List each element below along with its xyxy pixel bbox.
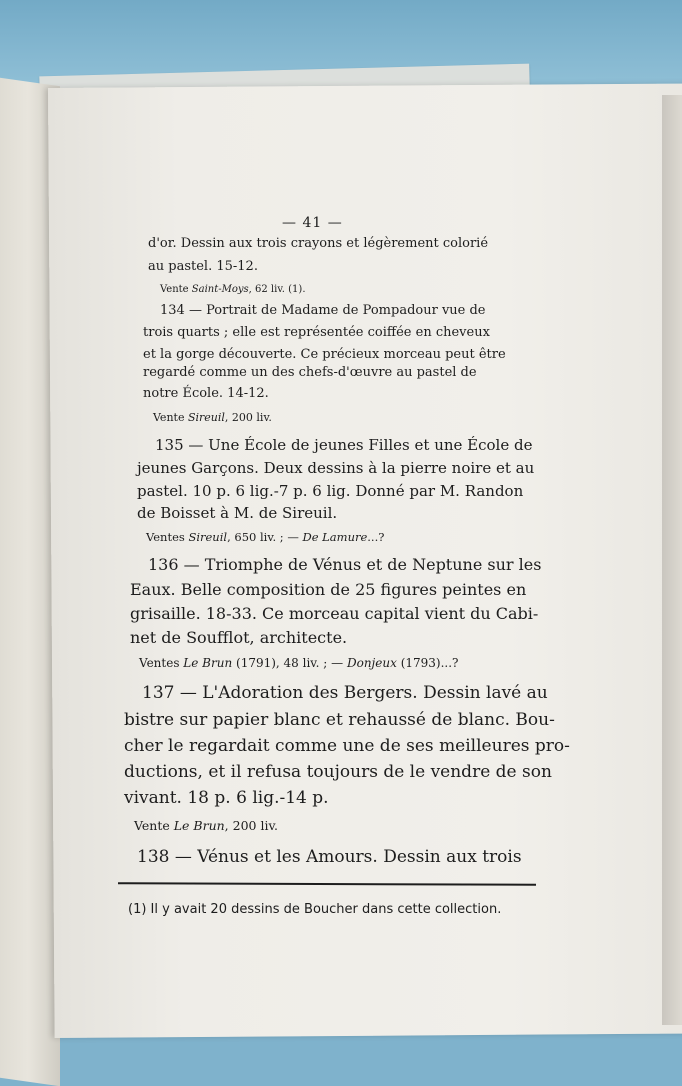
entry-137-line: vivant. 18 p. 6 lig.-14 p. xyxy=(124,788,329,808)
vente-line: Vente Le Brun, 200 liv. xyxy=(134,818,278,833)
page-number: — 41 — xyxy=(282,215,343,231)
vente-line: Vente Saint-Moys, 62 liv. (1). xyxy=(160,284,306,295)
page-stack-edge xyxy=(662,95,682,1025)
entry-136-line: grisaille. 18-33. Ce morceau capital vient du Cabi- xyxy=(130,604,539,623)
footnote: (1) Il y avait 20 dessins de Boucher dans cette collection. xyxy=(128,902,502,917)
entry-135-line: 135 — Une École de jeunes Filles et une École de xyxy=(155,436,533,454)
entry-137-line: ductions, et il refusa toujours de le vendre de son xyxy=(124,762,552,782)
vente-line: Ventes Sireuil, 650 liv. ; — De Lamure...? xyxy=(146,530,385,544)
entry-136-line: net de Soufflot, architecte. xyxy=(130,628,348,647)
entry-135-line: de Boisset à M. de Sireuil. xyxy=(137,504,338,522)
entry-136-line: 136 — Triomphe de Vénus et de Neptune sur les xyxy=(148,555,542,574)
entry-135-line: pastel. 10 p. 6 lig.-7 p. 6 lig. Donné par M. Randon xyxy=(137,482,524,500)
text-line: au pastel. 15-12. xyxy=(148,259,258,274)
entry-137-line: bistre sur papier blanc et rehaussé de blanc. Bou- xyxy=(124,710,555,730)
entry-134-line: notre École. 14-12. xyxy=(143,386,269,401)
entry-134-line: 134 — Portrait de Madame de Pompadour vue de xyxy=(160,303,486,318)
entry-134-line: trois quarts ; elle est représentée coiffée en cheveux xyxy=(143,325,490,340)
text-line: d'or. Dessin aux trois crayons et légèrement colorié xyxy=(148,236,489,251)
entry-137-line: 137 — L'Adoration des Bergers. Dessin lavé au xyxy=(142,683,548,703)
entry-136-line: Eaux. Belle composition de 25 figures peintes en xyxy=(130,580,527,599)
entry-134-line: et la gorge découverte. Ce précieux morceau peut être xyxy=(143,347,506,362)
vente-line: Ventes Le Brun (1791), 48 liv. ; — Donjeux (1793)...? xyxy=(139,656,459,670)
entry-134-line: regardé comme un des chefs-d'œuvre au pastel de xyxy=(143,365,477,380)
entry-138-line: 138 — Vénus et les Amours. Dessin aux trois xyxy=(137,847,522,867)
entry-135-line: jeunes Garçons. Deux dessins à la pierre noire et au xyxy=(137,459,535,477)
vente-line: Vente Sireuil, 200 liv. xyxy=(153,411,272,424)
entry-137-line: cher le regardait comme une de ses meilleures pro- xyxy=(124,736,570,756)
